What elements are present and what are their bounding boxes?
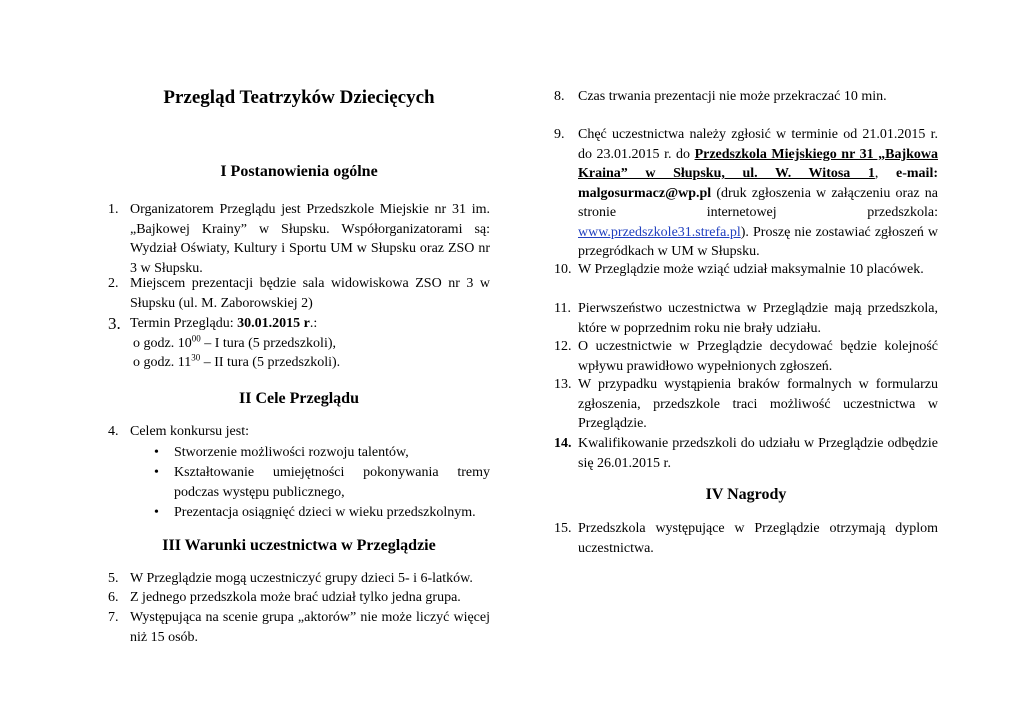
venue-address: Przedszkola Miejskiego nr 31 „Bajkowa Kraina” w Słupsku, ul. W. Witosa 1 [578, 146, 939, 181]
list-item-8 [554, 87, 938, 107]
item-text: O uczestnictwie w Przeglądzie decydować będzie kolejność wpływu prawidłowo wypełnionych zgłoszeń. [578, 339, 938, 374]
item-text: Miejscem prezentacji będzie sala widowiskowa ZSO nr 3 w Słupsku (ul. M. Zaborowskiej 2) [130, 276, 490, 311]
list-item-6 [108, 588, 490, 608]
tour-1: o godz. $10^{00}$ – I tura (5 przedszkoli), [133, 332, 337, 351]
item-text: Z jednego przedszkola może brać udział tylko jedna grupa. [130, 590, 461, 605]
list-item-9 [554, 125, 938, 262]
bullet-item-1: • Stworzenie możliwości rozwoju talentów, [154, 443, 490, 463]
bullet-icon: • [154, 445, 159, 460]
list-item-1 [108, 200, 490, 278]
section-heading-2: II Cele Przeglądu [239, 390, 359, 407]
item-text: Przedszkola występujące w Przeglądzie otrzymają dyplom uczestnictwa. [578, 521, 938, 556]
item-number: 15. [554, 521, 572, 536]
list-item-13 [554, 375, 938, 434]
list-item-5 [108, 569, 490, 589]
item-number: 10. [554, 262, 572, 277]
list-item-14 [554, 434, 938, 473]
item-text: Występująca na scenie grupa „aktorów” nie może liczyć więcej niż 15 osób. [130, 610, 490, 645]
list-item-10 [554, 260, 938, 280]
website-link[interactable]: www.przedszkole31.strefa.pl [578, 224, 741, 240]
bullet-icon: • [154, 465, 159, 480]
section-heading-1: I Postanowienia ogólne [220, 163, 378, 180]
item-number: 1. [108, 202, 119, 217]
bullet-item-3: • Prezentacja osiągnięć dzieci w wieku przedszkolnym. [154, 503, 490, 523]
item-number: 13. [554, 377, 572, 392]
tour-2: o godz. $11^{30}$ – II tura (5 przedszkoli). [133, 352, 341, 370]
item-number: 9. [554, 127, 565, 142]
item-text: W Przeglądzie mogą uczestniczyć grupy dzieci 5- i 6-latków. [130, 571, 473, 586]
item-number: 2. [108, 276, 119, 291]
list-item-15 [554, 519, 938, 558]
section-heading-4: IV Nagrody [705, 486, 787, 503]
item-number: 8. [554, 89, 565, 104]
item-text: W przypadku wystąpienia braków formalnych w formularzu zgłoszenia, przedszkole traci możliwość uczestnictwa w Przeglądzie. [578, 377, 938, 431]
item-text: W Przeglądzie może wziąć udział maksymalnie 10 placówek. [578, 262, 924, 277]
bullet-item-2: • Kształtowanie umiejętności pokonywania tremy podczas występu publicznego, [154, 465, 490, 500]
item-text: Pierwszeństwo uczestnictwa w Przeglądzie mają przedszkola, które w poprzednim roku nie brały udziału. [578, 301, 938, 336]
item-text: Termin Przeglądu: 30.01.2015 r.: [130, 316, 318, 331]
list-item-11 [554, 299, 938, 338]
list-item-3 [108, 314, 490, 373]
bullet-icon: • [154, 505, 159, 520]
item-number: 14. [554, 436, 572, 451]
section-heading-3: III Warunki uczestnictwa w Przeglądzie [162, 537, 436, 554]
list-item-2 [108, 274, 490, 313]
item-text: Chęć uczestnictwa należy zgłosić w terminie od 21.01.2015 r. do 23.01.2015 r. do Przedszkola Miejskiego nr 31 „Bajkowa Kraina” w Słupsku, ul. W. Witosa 1, e-mail: malgosurmacz@wp.pl (druk zgłoszenia w załączeniu oraz na stronie internetowej przedszkola: www.przedszkole31.strefa.pl). Proszę nie zostawiać zgłoszeń w przegródkach w UM w Słupsku. [578, 127, 939, 259]
page-title: Przegląd Teatrzyków Dziecięcych [163, 87, 435, 108]
item-number: 4. [108, 424, 119, 439]
item-text: Celem konkursu jest: [130, 424, 249, 439]
item-text: Czas trwania prezentacji nie może przekraczać 10 min. [578, 89, 887, 104]
item-number: 7. [108, 610, 119, 625]
item-number: 6. [108, 590, 119, 605]
item-number: 11. [554, 301, 571, 316]
list-item-7 [108, 608, 490, 647]
item-text: Kwalifikowanie przedszkoli do udziału w Przeglądzie odbędzie się 26.01.2015 r. [578, 436, 938, 471]
item-number: 3. [108, 314, 121, 333]
item-number: 5. [108, 571, 119, 586]
list-item-12 [554, 337, 938, 376]
contact-email: e-mail: malgosurmacz@wp.pl [578, 166, 938, 201]
list-item-4 [108, 422, 490, 442]
item-text: Organizatorem Przeglądu jest Przedszkole Miejskie nr 31 im. „Bajkowej Krainy” w Słupsku. Współorganizatorami są: Wydział Oświaty, Kultury i Sportu UM w Słupsku oraz ZSO nr 3 w Słupsku. [130, 202, 490, 276]
item-number: 12. [554, 339, 572, 354]
